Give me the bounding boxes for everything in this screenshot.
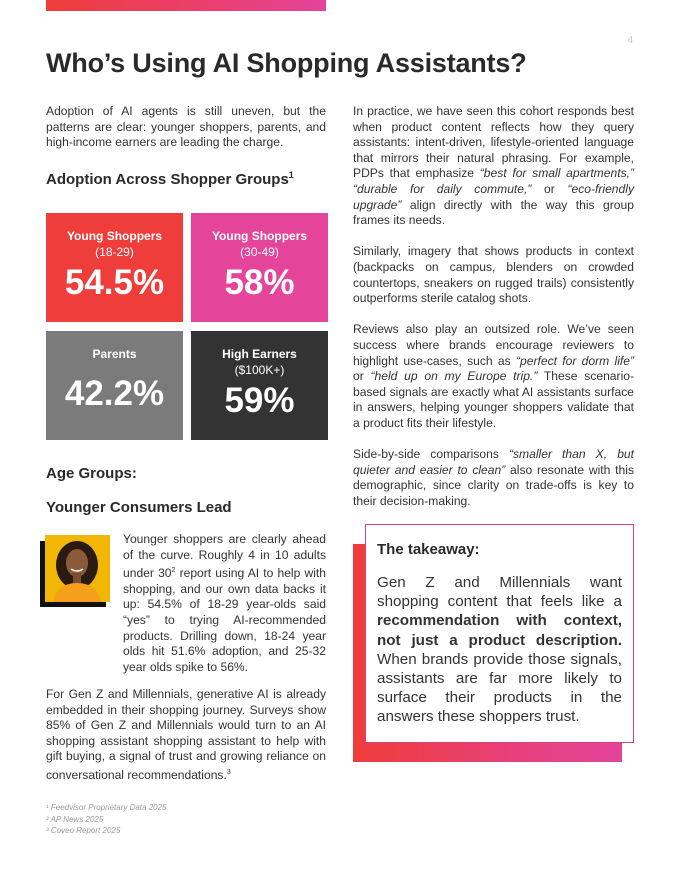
stat-label: Young Shoppers [66,229,163,243]
stat-card-parents [46,331,183,440]
footnote: ³ Coveo Report 2025 [46,826,121,835]
footnote-ref: 2 [171,567,176,575]
footnote-ref: 1 [288,170,294,180]
takeaway-box [365,524,634,743]
page-title: Who’s Using AI Shopping Assistants? [46,48,527,78]
right-paragraph-3: Reviews also play an outsized role. We’ve seen success where brands encourage reviewers to highlight use-cases, such as “perfect for dorm life” or “held up on my Europe trip.” These scenario-based signals are exactly what AI assistants surface in answers, helping younger shoppers validate that a product fits their lifestyle. [353,322,635,430]
top-accent-bar [46,0,326,11]
right-paragraph-4: Side-by-side comparisons “smaller than X, but quieter and easier to clean” also resonate with this demographic, since clarity on trade-offs is key to their decision-making. [353,447,635,508]
stat-label: Parents [92,347,137,361]
stat-value: 59% [224,381,295,420]
right-column [353,104,634,525]
stat-value: 54.5% [64,263,165,302]
page-number: 4 [627,35,633,46]
footnote: ² AP News 2025 [46,814,104,824]
takeaway-heading: The takeaway: [377,541,480,558]
footnote: ¹ Feedvisor Proprietary Data 2025 [46,803,167,812]
intro-paragraph: Adoption of AI agents is still uneven, but the patterns are clear: younger shoppers, parents, and high-income earners are leading the charge. [46,104,326,150]
right-paragraph-2: Similarly, imagery that shows products in context (backpacks on campus, blenders on crowded countertops, sneakers on rugged trails) consistently outperforms sterile catalog shots. [353,244,634,306]
footnote-ref: 3 [226,768,231,776]
stat-card-high-earners [191,331,328,440]
stat-label: Young Shoppers [211,229,308,243]
stat-value: 58% [224,263,295,302]
stat-label: High Earners [222,347,297,361]
stat-sublabel: ($100K+) [234,363,285,377]
age-groups-heading: Age Groups: [46,465,137,482]
stat-card-young-18-29 [46,213,183,322]
stat-card-young-30-49 [191,213,328,322]
stat-sublabel: (18-29) [95,245,134,259]
right-paragraph-1: In practice, we have seen this cohort responds best when product content reflects how they query assistants: intent-driven, lifestyle-oriented language that mirrors their natural phrasing. For example, PDPs that emphasize “best for small apartments,” “durable for daily commute,” or “eco-friendly upgrade” align directly with the way this group frames its needs. [353,104,634,228]
younger-shoppers-paragraph: Younger shoppers are clearly ahead of the curve. Roughly 4 in 10 adults under $30^2$ report using AI to help with shopping, and our own data backs it up: 54.5% of 18-29 year-olds said “yes” to trying AI-recommended products. Drilling down, 18-24 year olds hit 51.6% adoption, and 25-32 year olds spike to 56%. [123,532,326,674]
takeaway-body: Gen Z and Millennials want shopping content that feels like a recommendation with context, not just a product description. When brands provide those signals, assistants are far more likely to surface their products in the answers these shoppers trust. [377,574,622,726]
footnotes [46,802,167,837]
adoption-heading: Adoption Across Shopper Groups$^1$ [46,170,294,188]
woman-portrait-icon [45,535,110,602]
younger-consumers-subheading: Younger Consumers Lead [46,499,232,516]
genz-paragraph: For Gen Z and Millennials, generative AI is already embedded in their shopping journey. Surveys show 85% of Gen Z and Millennials would turn to an AI shopping assistant shopping assistant to help with gift buying, a signal of trust and growing reliance on conversational recommendations.$^3$ [46,687,326,782]
stat-value: 42.2% [64,374,165,413]
stat-sublabel: (30-49) [240,245,279,259]
